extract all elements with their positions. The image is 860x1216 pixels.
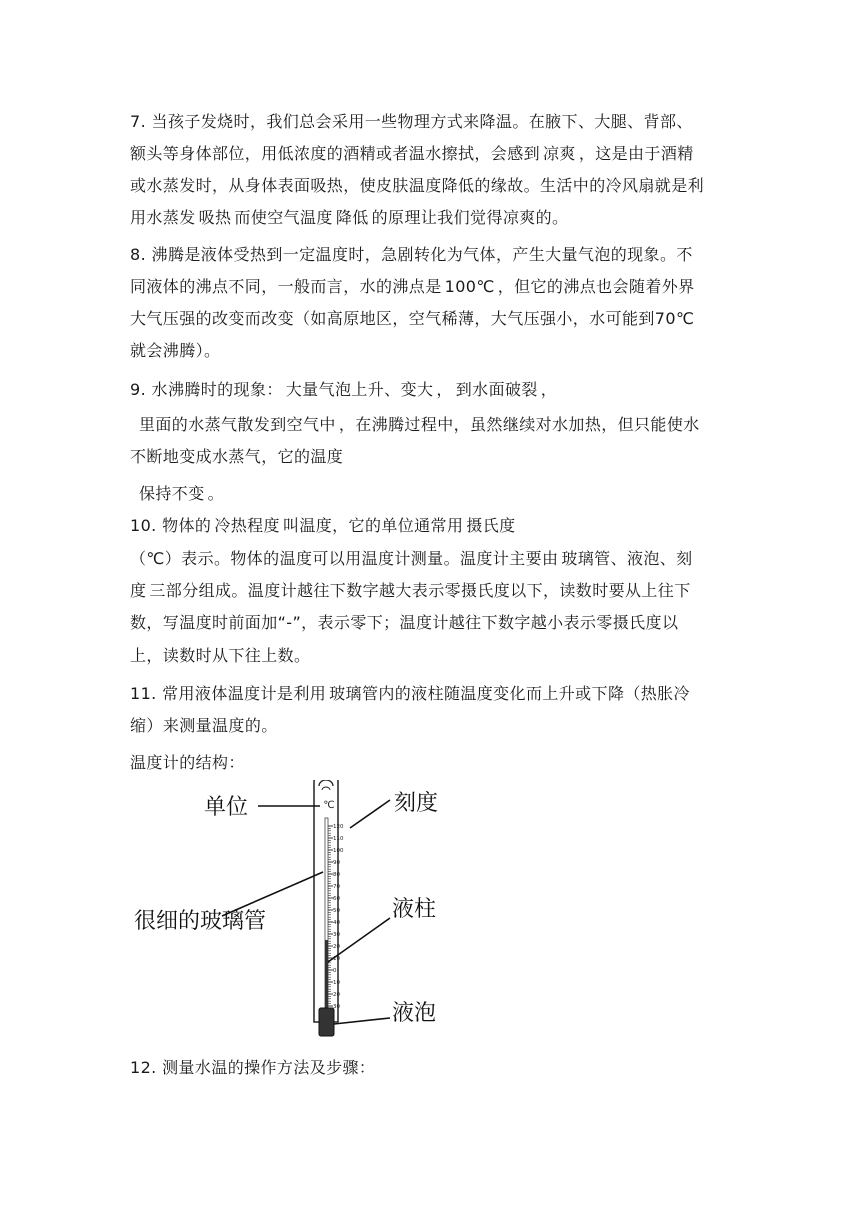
- p9-line-2-text-b: ，在沸腾过程中，虽然继续对水加热，但只能使水: [338, 415, 700, 434]
- scale-tick-label: 110: [333, 836, 344, 842]
- answer-cool: 凉爽: [543, 144, 576, 163]
- thermometer-icon: [314, 780, 344, 1036]
- leader-line-bulb: [334, 1018, 390, 1024]
- p9-line-3: 不断地变成水蒸气，它的温度: [130, 447, 344, 466]
- p9-line-1-text-c: ，: [540, 380, 558, 399]
- liquid-bulb: [319, 1008, 334, 1036]
- p7-line-2: [130, 144, 694, 164]
- label-scale: 刻度: [394, 791, 439, 816]
- unit-symbol: ℃: [323, 800, 335, 811]
- p9-line-4: [136, 484, 224, 504]
- answer-stays-constant: 保持不变: [139, 484, 205, 503]
- scale-tick-label: 40: [333, 920, 340, 926]
- answer-thermometer-parts-end: 度: [130, 581, 147, 600]
- p10-line-1-text-a: 10. 物体的: [130, 516, 212, 535]
- scale-tick-label: 80: [333, 872, 340, 878]
- p10-line-2-text-a: （℃）表示。物体的温度可以用温度计测量。温度计主要由: [130, 549, 559, 568]
- answer-celsius: 摄氏度: [466, 516, 516, 535]
- p10-line-5: 上，读数时从下往上数。: [130, 646, 311, 665]
- scale-tick-label: 0: [333, 968, 337, 974]
- scale-tick-label: 20: [333, 992, 340, 998]
- liquid-column: [325, 940, 328, 1008]
- p11-line-2-text-b: 来测量温度的。: [162, 716, 278, 735]
- answer-hot-cold-degree: 冷热程度: [214, 516, 280, 535]
- p7-line-4-text-c: 的原理让我们觉得凉爽的。: [371, 208, 569, 227]
- leader-line-scale: [350, 800, 390, 828]
- p10-line-3: [130, 581, 694, 601]
- p9-line-1: [130, 380, 557, 400]
- scale-tick-label: 10: [333, 956, 340, 962]
- p7-line-4-text-b: 而使空气温度: [234, 208, 333, 227]
- label-tube: 很细的玻璃管: [134, 909, 267, 934]
- answer-absorb-heat: 吸热: [198, 208, 232, 227]
- scale-tick-label: 70: [333, 884, 340, 890]
- answer-lower: 降低: [335, 208, 369, 227]
- p8-line-2-text-b: ，但它的沸点也会随着外界: [497, 277, 695, 296]
- p8-line-1: 8. 沸腾是液体受热到一定温度时，急剧转化为气体，产生大量气泡的现象。不: [130, 245, 693, 264]
- p7-line-2-text-b: ，这是由于酒精: [578, 144, 694, 163]
- p8-line-4: 就会沸腾）。: [130, 341, 221, 360]
- figure-caption: 温度计的结构：: [130, 753, 245, 772]
- scale-tick-label: 10: [333, 980, 340, 986]
- p9-line-1-text-a: 9. 水沸腾时的现象：: [130, 380, 283, 399]
- answer-bubbles-burst: 到水面破裂: [455, 380, 538, 399]
- p9-line-4-text-b: 。: [207, 484, 225, 503]
- answer-boiling-point: 100℃: [444, 277, 495, 296]
- p7-line-2-text-a: 额头等身体部位，用低浓度的酒精或者温水擦拭，会感到: [130, 144, 541, 163]
- p11-line-1: [130, 684, 693, 704]
- scale-tick-label: 120: [333, 824, 344, 830]
- answer-bubbles-rise: 大量气泡上升、变大: [285, 380, 434, 399]
- p8-line-2-text-a: 同液体的沸点不同，一般而言，水的沸点是: [130, 277, 442, 296]
- p10-line-3-text-b: 三部分组成。温度计越往下数字越大表示零摄氏度以下，读数时要从上往下: [149, 581, 691, 600]
- answer-liquid-column: 玻璃管内的液柱随温度变化而上升或下降（热胀冷: [329, 684, 690, 703]
- label-bulb: 液泡: [392, 1001, 437, 1026]
- p10-line-1: [130, 516, 519, 536]
- p8-line-2: [130, 277, 695, 297]
- answer-liquid-column-end: 缩）: [130, 716, 163, 735]
- p12-line: 12. 测量水温的操作方法及步骤：: [130, 1058, 376, 1077]
- p10-line-1-text-b: 叫温度，它的单位通常用: [282, 516, 464, 535]
- p10-line-2: [130, 549, 696, 569]
- answer-vapor-escapes: 里面的水蒸气散发到空气中: [139, 415, 336, 434]
- p9-line-1-text-b: ，: [436, 380, 453, 399]
- p11-line-2: [130, 716, 278, 736]
- scale-tick-label: 30: [333, 1004, 340, 1010]
- scale-tick-label: 100: [333, 848, 344, 854]
- p7-line-3: 或水蒸发时，从身体表面吸热，使皮肤温度降低的缘故。生活中的冷风扇就是利: [130, 176, 705, 195]
- p10-line-4: 数，写温度时前面加“-”，表示零下；温度计越往下数字越小表示零摄氏度以: [130, 613, 679, 632]
- p7-line-4: [130, 208, 568, 228]
- label-unit: 单位: [204, 795, 249, 820]
- scale-tick-label: 50: [333, 908, 340, 914]
- scale-tick-label: 30: [333, 932, 340, 938]
- p7-line-4-text-a: 用水蒸发: [130, 208, 196, 227]
- label-column: 液柱: [392, 897, 437, 922]
- p9-line-2: [136, 415, 700, 435]
- p7-line-1: 7. 当孩子发烧时，我们总会采用一些物理方式来降温。在腋下、大腿、背部、: [130, 112, 693, 131]
- thermometer-diagram: [128, 780, 458, 1040]
- scale-tick-label: 60: [333, 896, 340, 902]
- scale-tick-label: 20: [333, 944, 340, 950]
- p8-line-3: 大气压强的改变而改变（如高原地区，空气稀薄，大气压强小，水可能到70℃: [130, 309, 695, 328]
- p11-line-1-text-a: 11. 常用液体温度计是利用: [130, 684, 327, 703]
- answer-thermometer-parts: 玻璃管、液泡、刻: [561, 549, 693, 568]
- scale-tick-label: 90: [333, 860, 340, 866]
